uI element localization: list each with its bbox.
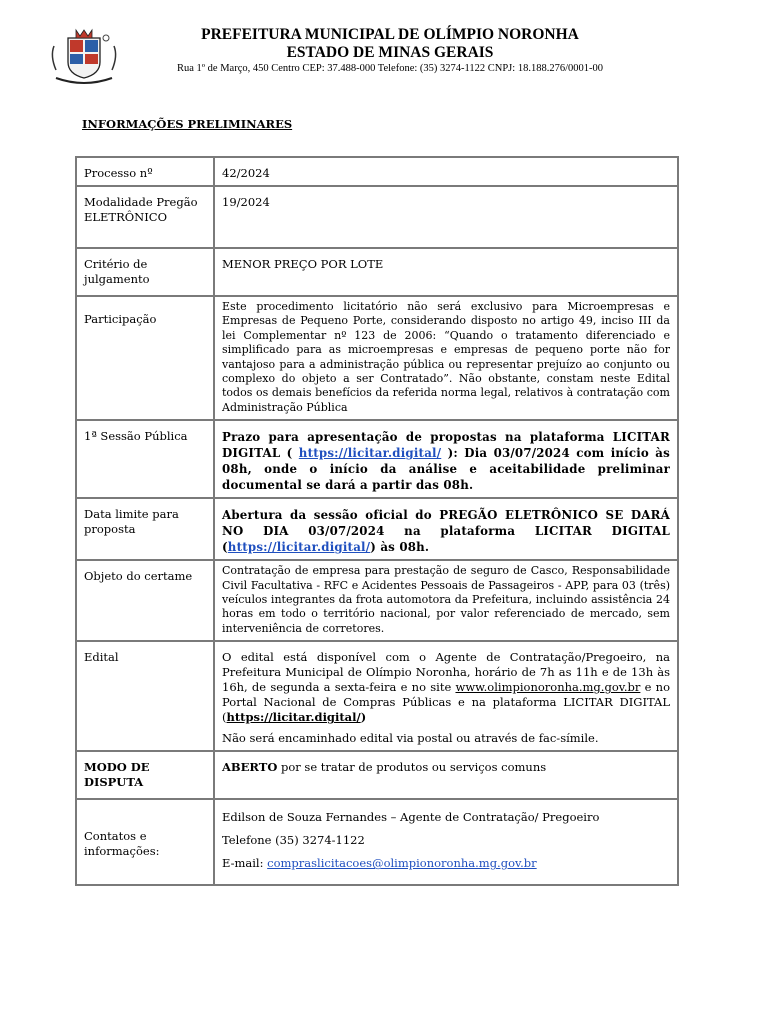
edital-text-middle: e no Portal Nacional de Compras Públicas e na plataforma LICITAR DIGITAL (	[222, 680, 670, 725]
row-label: Contatos e informações:	[76, 799, 214, 885]
row-label: Processo nº	[76, 157, 214, 186]
document-header	[0, 0, 770, 100]
table-row	[76, 799, 678, 885]
contact-phone: Telefone (35) 3274-1122	[222, 833, 365, 848]
row-label: 1ª Sessão Pública	[76, 420, 214, 498]
email-link[interactable]: compraslicitacoes@olimpionoronha.mg.gov.br	[267, 856, 537, 871]
dispute-mode: ABERTO	[222, 760, 278, 775]
section-title: INFORMAÇÕES PRELIMINARES	[82, 117, 293, 131]
row-label: Participação	[76, 296, 214, 420]
table-row	[76, 296, 678, 420]
row-label: Edital	[76, 641, 214, 751]
table-row	[76, 248, 678, 296]
licitar-link[interactable]: https://licitar.digital/	[298, 446, 442, 461]
licitar-link[interactable]: https://licitar.digital/	[226, 710, 361, 725]
page-title: PREFEITURA MUNICIPAL DE OLÍMPIO NORONHA	[201, 26, 579, 43]
table-row	[76, 157, 678, 186]
dispute-mode-text: por se tratar de produtos ou serviços comuns	[277, 760, 547, 775]
deadline-text-end: ) às 08h.	[370, 540, 430, 555]
edital-note: Não será encaminhado edital via postal ou através de fac-símile.	[222, 731, 599, 746]
session-text-end: ): Dia 03/07/2024 com início às 08h, onde o início da análise e aceitabilidade preliminar documental se dará a partir das 08h.	[222, 446, 670, 493]
edital-text-end: )	[360, 710, 367, 725]
table-row	[76, 498, 678, 560]
licitar-link[interactable]: https://licitar.digital/	[227, 540, 371, 555]
row-value: 19/2024	[214, 186, 678, 248]
row-value: Este procedimento licitatório não será exclusivo para Microempresas e Empresas de Pequeno Porte, considerando disposto no artigo 49, inciso III da lei Complementar nº 123 de 2006: “Quando o tratamento diferenciado e simplificado para as microempresas e empresas de pequeno porte não for vantajoso para a administração pública ou representar prejuízo ao conjunto ou complexo do objeto a ser Contratado”. Não obstante, constam neste Edital todos os demais benefícios da referida norma legal, relativos à contratação com Administração Pública	[214, 296, 678, 420]
row-value	[214, 420, 678, 498]
table-row	[76, 751, 678, 799]
row-label: MODO DE DISPUTA	[76, 751, 214, 799]
row-value: MENOR PREÇO POR LOTE	[214, 248, 678, 296]
session-text: Prazo para apresentação de propostas na plataforma LICITAR DIGITAL (	[222, 430, 670, 461]
row-label: Critério de julgamento	[76, 248, 214, 296]
row-label: Objeto do certame	[76, 560, 214, 641]
email-label: E-mail:	[222, 856, 268, 871]
table-row	[76, 186, 678, 248]
municipal-coat-of-arms-icon	[46, 26, 122, 88]
header-address: Rua 1º de Março, 450 Centro CEP: 37.488-000 Telefone: (35) 3274-1122 CNPJ: 18.188.276/0001-00	[177, 63, 603, 74]
row-value: 42/2024	[214, 157, 678, 186]
deadline-text: Abertura da sessão oficial do PREGÃO ELETRÔNICO SE DARÁ NO DIA 03/07/2024 na plataforma LICITAR DIGITAL (	[222, 508, 670, 555]
contact-agent: Edilson de Souza Fernandes – Agente de Contratação/ Pregoeiro	[222, 810, 600, 825]
row-label: Data limite para proposta	[76, 498, 214, 560]
row-value: Contratação de empresa para prestação de seguro de Casco, Responsabilidade Civil Facultativa - RFC e Acidentes Pessoais de Passageiros - APP, para 03 (três) veículos integrantes da frota automotora da Prefeitura, incluindo assistência 24 horas em todo o território nacional, por valor referenciado de mercado, sem interveniência de corretores.	[214, 560, 678, 641]
site-link[interactable]: www.olimpionoronha.mg.gov.br	[455, 680, 641, 695]
table-row	[76, 641, 678, 751]
table-row	[76, 560, 678, 641]
info-table	[75, 156, 679, 886]
row-value	[214, 498, 678, 560]
row-value	[214, 799, 678, 885]
edital-text: O edital está disponível com o Agente de Contratação/Pregoeiro, na Prefeitura Municipal de Olímpio Noronha, horário de 7h as 11h e de 13h às 16h, de segunda a sexta-feira e no site	[222, 650, 670, 695]
row-label: Modalidade Pregão ELETRÔNICO	[76, 186, 214, 248]
row-value	[214, 641, 678, 751]
table-row	[76, 420, 678, 498]
row-value	[214, 751, 678, 799]
page-subtitle: ESTADO DE MINAS GERAIS	[286, 44, 494, 61]
